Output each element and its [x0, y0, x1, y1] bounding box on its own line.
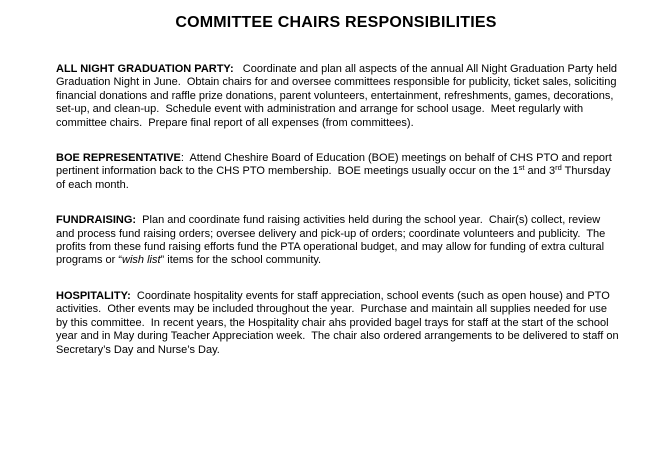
section-fundraising — [56, 214, 621, 268]
section-boe-representative — [56, 152, 621, 192]
section-heading-hospitality: HOSPITALITY: — [56, 289, 131, 302]
document-title: COMMITTEE CHAIRS RESPONSIBILITIES — [175, 14, 497, 31]
section-text-hospitality: Coordinate hospitality events for staff appreciation, school events (such as open house) and PTO activities. Other events may be included throughout the year. Purchase and maintain all supplies needed for use by this committee. In recent years, the Hospitality chair ahs provided bagel trays for staff at the start of the school year and in May during Teacher Appreciation week. The chair also ordered arrangements to be delivered to staff on Secretary’s Day and Nurse’s Day. — [56, 289, 622, 356]
section-heading-all-night-graduation-party: ALL NIGHT GRADUATION PARTY: — [56, 63, 234, 75]
ordinal-suffix-rd: rd — [555, 163, 562, 173]
section-text-fundraising-start: Plan and coordinate fund raising activities held during the school year. Chair(s) collect, review and process fund raising orders; oversee delivery and pick-up of orders; coordinate volunteers and publicity. The profits from these fund raising efforts fund the PTA operational budget, and may allow for funding of extra cultural programs or “ — [56, 214, 609, 267]
section-text-fundraising-end: ” items for the school community. — [160, 254, 322, 267]
italic-phrase-wish-list: wish list — [122, 254, 161, 267]
section-hospitality — [56, 290, 621, 357]
section-heading-boe-representative: BOE REPRESENTATIVE — [56, 152, 181, 165]
section-text-all-night-graduation-party: Coordinate and plan all aspects of the annual All Night Graduation Party held Graduation Night in June. Obtain chairs for and oversee committees responsible for publicity, ticket sales, soliciting financial donations and raffle prize donations, parent volunteers, entertainment, refreshments, games, decorations, set-up, and clean-up. Schedule event with administration and arrange for school usage. Meet regularly with committee chairs. Prepare final report of all expenses (from committees). — [56, 63, 621, 129]
section-text-boe-representative-mid: and 3 — [524, 165, 556, 178]
document-body — [56, 63, 621, 357]
ordinal-suffix-st: st — [518, 163, 525, 173]
section-all-night-graduation-party — [56, 63, 621, 130]
section-heading-fundraising: FUNDRAISING: — [56, 214, 137, 227]
section-text-boe-representative-end: Thursday of each month. — [56, 165, 614, 191]
section-text-boe-representative-start: : Attend Cheshire Board of Education (BOE) meetings on behalf of CHS PTO and report pertinent information back to the CHS PTO membership. BOE meetings usually occur on the 1 — [56, 152, 615, 178]
